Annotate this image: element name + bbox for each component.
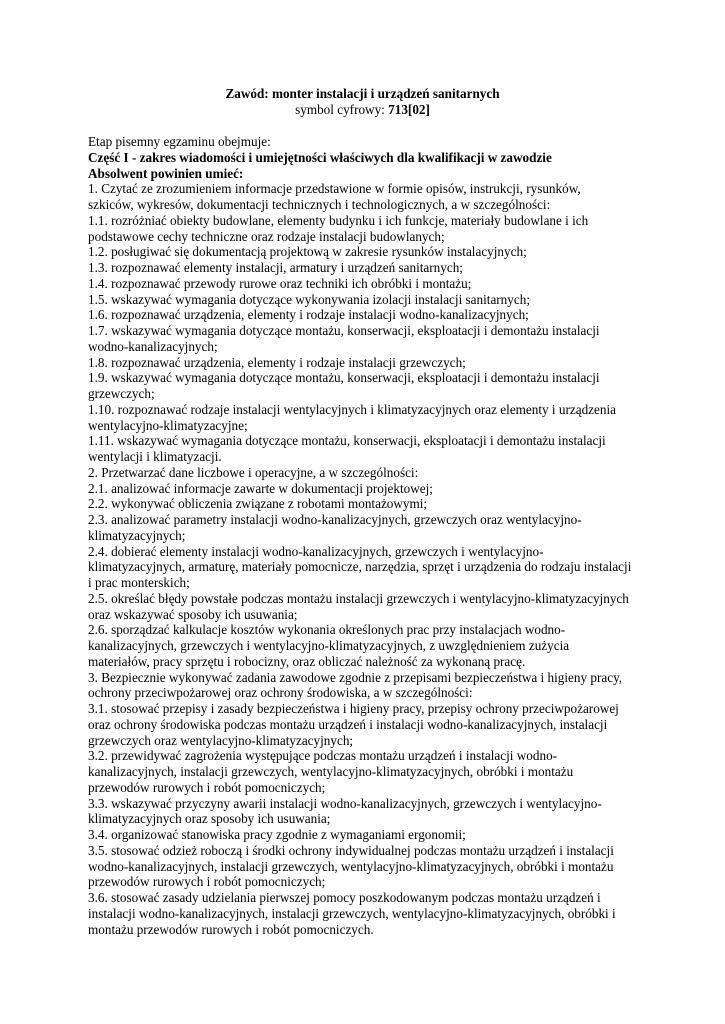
- text-line: wodno-kanalizacyjnych, instalacji grzewczych, wentylacyjno-klimatyzacyjnych, obróbki i montażu: [88, 858, 614, 874]
- text-line: kanalizacyjnych, grzewczych i wentylacyjno-klimatyzacyjnych, z uwzględnieniem zużycia: [88, 638, 570, 653]
- text-line: 1.10. rozpoznawać rodzaje instalacji wentylacyjnych i klimatyzacyjnych oraz elementy i urządzenia: [88, 401, 616, 417]
- text-line: przewodów rurowych i robót pomocniczych;: [88, 874, 326, 890]
- text-line: 1.3. rozpoznawać elementy instalacji, armatury i urządzeń sanitarnych;: [88, 260, 463, 275]
- profession-symbol: [0, 102, 725, 118]
- document-header: [0, 86, 725, 118]
- text-line: 2. Przetwarzać dane liczbowe i operacyjne, a w szczególności:: [88, 464, 419, 480]
- text-line: 2.6. sporządzać kalkulacje kosztów wykonania określonych prac przy instalacjach wodno-: [88, 622, 566, 638]
- text-line: wodno-kanalizacyjnych;: [88, 338, 218, 354]
- part-heading: Część I - zakres wiadomości i umiejętności właściwych dla kwalifikacji w zawodzie: [88, 149, 552, 165]
- text-line: 3.6. stosować zasady udzielania pierwszej pomocy poszkodowanym podczas montażu urządzeń i: [88, 890, 601, 905]
- text-line: ochrony przeciwpożarowej oraz ochrony środowiska, a w szczególności:: [88, 685, 473, 701]
- text-line: kanalizacyjnych, instalacji grzewczych, wentylacyjno-klimatyzacyjnych, obróbki i montażu: [88, 764, 574, 779]
- text-line: materiałów, pracy sprzętu i robocizny, oraz obliczać należność za wykonaną pracę.: [88, 653, 526, 669]
- text-line: 1.1. rozróżniać obiekty budowlane, elementy budynku i ich funkcje, materiały budowlane i ich: [88, 212, 589, 228]
- text-line: 3.1. stosować przepisy i zasady bezpieczeństwa i higieny pracy, przepisy ochrony przeciwpożarowej: [88, 701, 619, 716]
- text-line: 2.3. analizować parametry instalacji wodno-kanalizacyjnych, grzewczych oraz wentylacyjno-: [88, 512, 582, 527]
- symbol-code: 713[02]: [388, 101, 430, 117]
- text-line: klimatyzacyjnych;: [88, 527, 186, 543]
- text-line: 1.6. rozpoznawać urządzenia, elementy i rodzaje instalacji wodno-kanalizacyjnych;: [88, 307, 529, 323]
- text-line: grzewczych oraz wentylacyjno-klimatyzacyjnych;: [88, 732, 354, 748]
- text-line: montażu przewodów rurowych i robót pomocniczych.: [88, 921, 374, 937]
- text-line: przewodów rurowych i robót pomocniczych;: [88, 779, 326, 795]
- text-line: 2.5. określać błędy powstałe podczas montażu instalacji grzewczych i wentylacyjno-klimatyzacyjnych: [88, 590, 629, 606]
- text-line: 1. Czytać ze zrozumieniem informacje przedstawione w formie opisów, instrukcji, rysunków,: [88, 181, 581, 197]
- text-line: 1.8. rozpoznawać urządzenia, elementy i rodzaje instalacji grzewczych;: [88, 354, 466, 370]
- text-line: 3. Bezpiecznie wykonywać zadania zawodowe zgodnie z przepisami bezpieczeństwa i higieny pracy,: [88, 669, 623, 685]
- text-line: 2.1. analizować informacje zawarte w dokumentacji projektowej;: [88, 480, 433, 496]
- text-line: oraz wskazywać sposoby ich usuwania;: [88, 606, 298, 622]
- text-line: podstawowe cechy techniczne oraz rodzaje instalacji budowlanych;: [88, 228, 445, 244]
- text-line: 1.11. wskazywać wymagania dotyczące montażu, konserwacji, eksploatacji i demontażu instalacji: [88, 433, 606, 449]
- text-line: grzewczych;: [88, 386, 155, 401]
- text-line: oraz ochrony środowiska podczas montażu urządzeń i instalacji wodno-kanalizacyjnych, instalacji: [88, 716, 608, 732]
- profession-title: Zawód: monter instalacji i urządzeń sanitarnych: [225, 86, 500, 101]
- text-line: 1.7. wskazywać wymagania dotyczące montażu, konserwacji, eksploatacji i demontażu instalacji: [88, 323, 600, 338]
- symbol-label: symbol cyfrowy:: [295, 101, 389, 117]
- requirements-list: [88, 181, 640, 937]
- document-body: [88, 134, 640, 937]
- text-line: wentylacyjno-klimatyzacyjne;: [88, 417, 248, 433]
- text-line: 3.5. stosować odzież roboczą i środki ochrony indywidualnej podczas montażu urządzeń i instalacji: [88, 842, 614, 858]
- text-line: i prac monterskich;: [88, 575, 190, 590]
- text-line: klimatyzacyjnych oraz sposoby ich usuwania;: [88, 811, 331, 827]
- text-line: 1.5. wskazywać wymagania dotyczące wykonywania izolacji instalacji sanitarnych;: [88, 291, 530, 307]
- text-line: szkiców, wykresów, dokumentacji technicznych i technologicznych, a w szczególności:: [88, 197, 551, 212]
- text-line: 3.3. wskazywać przyczyny awarii instalacji wodno-kanalizacyjnych, grzewczych i wentylacyjno-: [88, 795, 602, 811]
- text-line: instalacji wodno-kanalizacyjnych, instalacji grzewczych, wentylacyjno-klimatyzacyjnych, obróbki i: [88, 905, 616, 921]
- text-line: 3.4. organizować stanowiska pracy zgodnie z wymaganiami ergonomii;: [88, 827, 466, 842]
- text-line: 2.4. dobierać elementy instalacji wodno-kanalizacyjnych, grzewczych i wentylacyjno-: [88, 543, 544, 559]
- text-line: wentylacji i klimatyzacji.: [88, 449, 222, 464]
- intro-line: Etap pisemny egzaminu obejmuje:: [88, 134, 271, 149]
- text-line: 1.9. wskazywać wymagania dotyczące montażu, konserwacji, eksploatacji i demontażu instalacji: [88, 370, 600, 386]
- subheading: Absolwent powinien umieć:: [88, 165, 244, 181]
- text-line: 1.2. posługiwać się dokumentacją projektową w zakresie rysunków instalacyjnych;: [88, 244, 527, 260]
- text-line: 1.4. rozpoznawać przewody rurowe oraz techniki ich obróbki i montażu;: [88, 275, 472, 291]
- text-line: 2.2. wykonywać obliczenia związane z robotami montażowymi;: [88, 496, 428, 512]
- text-line: 3.2. przewidywać zagrożenia występujące podczas montażu urządzeń i instalacji wodno-: [88, 748, 558, 764]
- text-line: klimatyzacyjnych, armaturę, materiały pomocnicze, narzędzia, sprzęt i urządzenia do rodzaju instalacji: [88, 559, 632, 575]
